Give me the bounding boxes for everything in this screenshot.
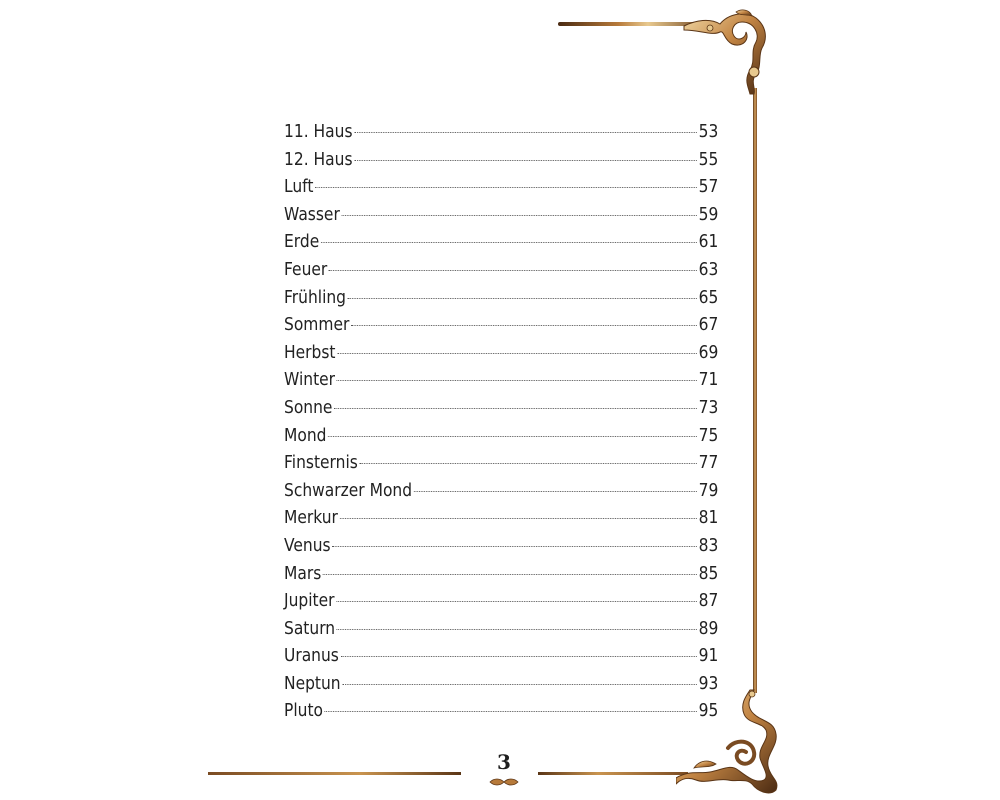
toc-entry-title: Schwarzer Mond	[284, 479, 413, 501]
toc-entry-page: 63	[698, 258, 719, 280]
toc-leader-dots	[329, 270, 697, 271]
toc-entry	[284, 425, 718, 453]
toc-entry-page: 73	[698, 396, 719, 418]
ornament-rule-bottom-right	[538, 772, 688, 775]
toc-entry	[284, 480, 718, 508]
ornament-corner-top-icon	[676, 8, 776, 96]
page-number: 3	[497, 750, 511, 774]
toc-entry	[284, 204, 718, 232]
toc-entry-title: Frühling	[284, 286, 347, 308]
toc-entry-page: 83	[698, 534, 719, 556]
toc-entry-title: Herbst	[284, 341, 336, 363]
toc-leader-dots	[414, 491, 697, 492]
toc-entry-title: Mond	[284, 424, 327, 446]
ornament-rule-right	[753, 88, 757, 693]
toc-entry	[284, 507, 718, 535]
toc-leader-dots	[354, 160, 697, 161]
toc-entry-title: Wasser	[284, 203, 340, 225]
toc-entry-title: Mars	[284, 562, 322, 584]
toc-entry-title: Pluto	[284, 700, 323, 722]
toc-leader-dots	[325, 711, 697, 712]
toc-entry-title: Saturn	[284, 617, 336, 639]
toc-entry-page: 55	[698, 148, 719, 170]
toc-entry-page: 91	[698, 645, 719, 667]
toc-leader-dots	[341, 656, 697, 657]
toc-entry-title: Jupiter	[284, 590, 335, 612]
toc-entry	[284, 287, 718, 315]
toc-entry-page: 61	[698, 231, 719, 253]
table-of-contents	[284, 121, 718, 728]
toc-leader-dots	[328, 436, 697, 437]
toc-entry-title: Winter	[284, 369, 336, 391]
toc-entry	[284, 259, 718, 287]
toc-leader-dots	[323, 574, 697, 575]
toc-leader-dots	[348, 298, 697, 299]
toc-leader-dots	[334, 408, 697, 409]
toc-entry	[284, 342, 718, 370]
toc-entry-title: Uranus	[284, 645, 339, 667]
toc-entry-page: 77	[698, 452, 719, 474]
toc-entry-title: Feuer	[284, 258, 328, 280]
toc-entry	[284, 645, 718, 673]
toc-leader-dots	[342, 215, 697, 216]
toc-entry-page: 89	[698, 617, 719, 639]
toc-leader-dots	[360, 463, 697, 464]
toc-entry-page: 59	[698, 203, 719, 225]
toc-leader-dots	[354, 132, 697, 133]
toc-entry-page: 69	[698, 341, 719, 363]
toc-entry	[284, 535, 718, 563]
toc-entry	[284, 314, 718, 342]
toc-entry-page: 85	[698, 562, 719, 584]
toc-entry	[284, 700, 718, 728]
toc-leader-dots	[332, 546, 697, 547]
leaf-flourish-icon	[488, 776, 520, 790]
toc-entry-page: 65	[698, 286, 719, 308]
toc-entry	[284, 176, 718, 204]
toc-entry-page: 71	[698, 369, 719, 391]
toc-entry-page: 93	[698, 672, 719, 694]
toc-entry	[284, 590, 718, 618]
toc-leader-dots	[336, 601, 697, 602]
toc-entry-title: Neptun	[284, 672, 341, 694]
toc-entry	[284, 121, 718, 149]
toc-leader-dots	[337, 353, 697, 354]
toc-entry-title: Sonne	[284, 396, 333, 418]
toc-entry	[284, 673, 718, 701]
toc-leader-dots	[337, 629, 697, 630]
toc-leader-dots	[340, 518, 697, 519]
toc-entry	[284, 149, 718, 177]
toc-leader-dots	[315, 187, 697, 188]
toc-entry	[284, 452, 718, 480]
ornament-rule-bottom-left	[208, 772, 461, 775]
toc-entry	[284, 397, 718, 425]
toc-entry	[284, 231, 718, 259]
toc-entry-title: Erde	[284, 231, 320, 253]
toc-entry-title: Luft	[284, 176, 314, 198]
toc-entry-title: Finsternis	[284, 452, 358, 474]
toc-entry-page: 79	[698, 479, 719, 501]
toc-entry	[284, 618, 718, 646]
toc-entry-page: 67	[698, 314, 719, 336]
toc-leader-dots	[351, 325, 697, 326]
toc-entry-page: 53	[698, 121, 719, 142]
toc-entry-title: Sommer	[284, 314, 350, 336]
toc-entry-title: Venus	[284, 534, 331, 556]
toc-entry-title: 12. Haus	[284, 148, 353, 170]
toc-entry-title: 11. Haus	[284, 121, 353, 142]
toc-entry-page: 81	[698, 507, 719, 529]
toc-entry	[284, 369, 718, 397]
toc-entry-page: 87	[698, 590, 719, 612]
toc-entry-page: 95	[698, 700, 719, 722]
toc-leader-dots	[337, 380, 697, 381]
toc-entry	[284, 563, 718, 591]
toc-leader-dots	[321, 242, 697, 243]
toc-leader-dots	[342, 684, 697, 685]
toc-entry-page: 57	[698, 176, 719, 198]
toc-entry-title: Merkur	[284, 507, 338, 529]
toc-entry-page: 75	[698, 424, 719, 446]
